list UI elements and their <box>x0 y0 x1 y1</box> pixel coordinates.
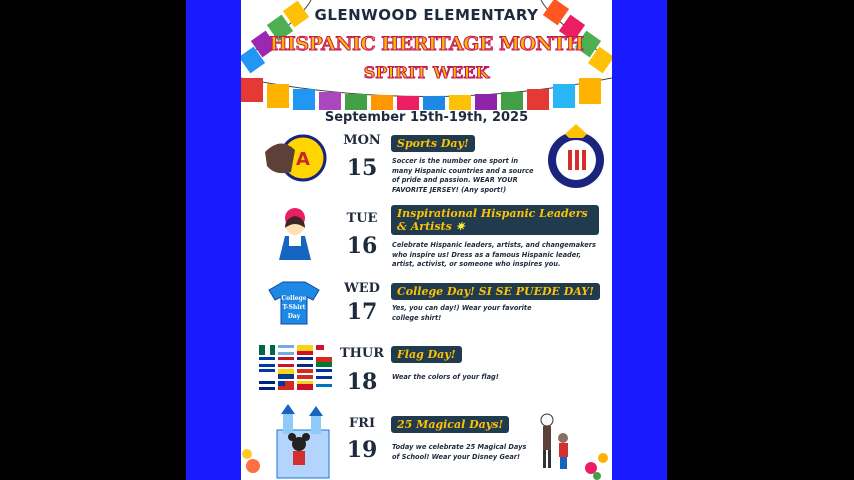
title-sports-day: Sports Day! <box>391 135 475 152</box>
college-tshirt-icon <box>267 280 321 326</box>
right-blue-bar <box>612 0 667 480</box>
desc-flag-day: Wear the colors of your flag! <box>392 373 499 381</box>
sparkle-icon: ✷ <box>455 220 465 233</box>
coco-characters-icon <box>533 410 612 480</box>
tshirt-label: College T-Shirt Day <box>281 295 307 320</box>
day-number-19: 19 <box>346 437 378 463</box>
day-number-18: 18 <box>346 369 378 395</box>
day-number-16: 16 <box>346 233 378 259</box>
left-blue-bar <box>186 0 241 480</box>
flags-grid-icon <box>257 343 335 391</box>
event-subtitle: SPIRIT WEEK <box>363 63 490 82</box>
desc-magical-days: Today we celebrate 25 Magical Days of School! Wear your Disney Gear! <box>392 443 527 461</box>
day-label-fri: FRI <box>348 416 376 431</box>
day-label-tue: TUE <box>346 211 378 226</box>
day-label-wed: WED <box>344 281 380 296</box>
title-college-day: College Day! SI SE PUEDE DAY! <box>391 283 600 300</box>
eagle-crest-icon <box>261 132 329 184</box>
castle-mickey-icon <box>241 404 341 480</box>
title-flag-day: Flag Day! <box>391 346 462 363</box>
frida-figure-icon <box>275 206 315 264</box>
event-title: HISPANIC HERITAGE MONTH <box>269 33 584 55</box>
day-label-mon: MON <box>343 133 381 148</box>
desc-college-day: Yes, you can day!) Wear your favorite college shirt! <box>392 304 532 322</box>
title-leaders-artists: Inspirational Hispanic Leaders & Artists ✷ <box>391 205 599 235</box>
day-label-thur: THUR <box>339 346 385 361</box>
school-name: GLENWOOD ELEMENTARY <box>314 6 539 24</box>
desc-leaders-artists: Celebrate Hispanic leaders, artists, and changemakers who inspire us! Dress as a famous Hispanic leader, artist, activist, or someone who inspires you. <box>392 241 596 269</box>
day-number-17: 17 <box>346 299 378 325</box>
title-magical-days: 25 Magical Days! <box>391 416 509 433</box>
club-shield-icon <box>545 122 607 192</box>
day-number-15: 15 <box>346 155 378 181</box>
flyer <box>241 0 612 480</box>
svg-text:A: A <box>296 149 310 170</box>
event-dates: September 15th-19th, 2025 <box>324 110 529 125</box>
desc-sports-day: Soccer is the number one sport in many Hispanic countries and a source of pride and passion. WEAR YOUR FAVORITE JERSEY! (Any sport!) <box>392 157 534 194</box>
